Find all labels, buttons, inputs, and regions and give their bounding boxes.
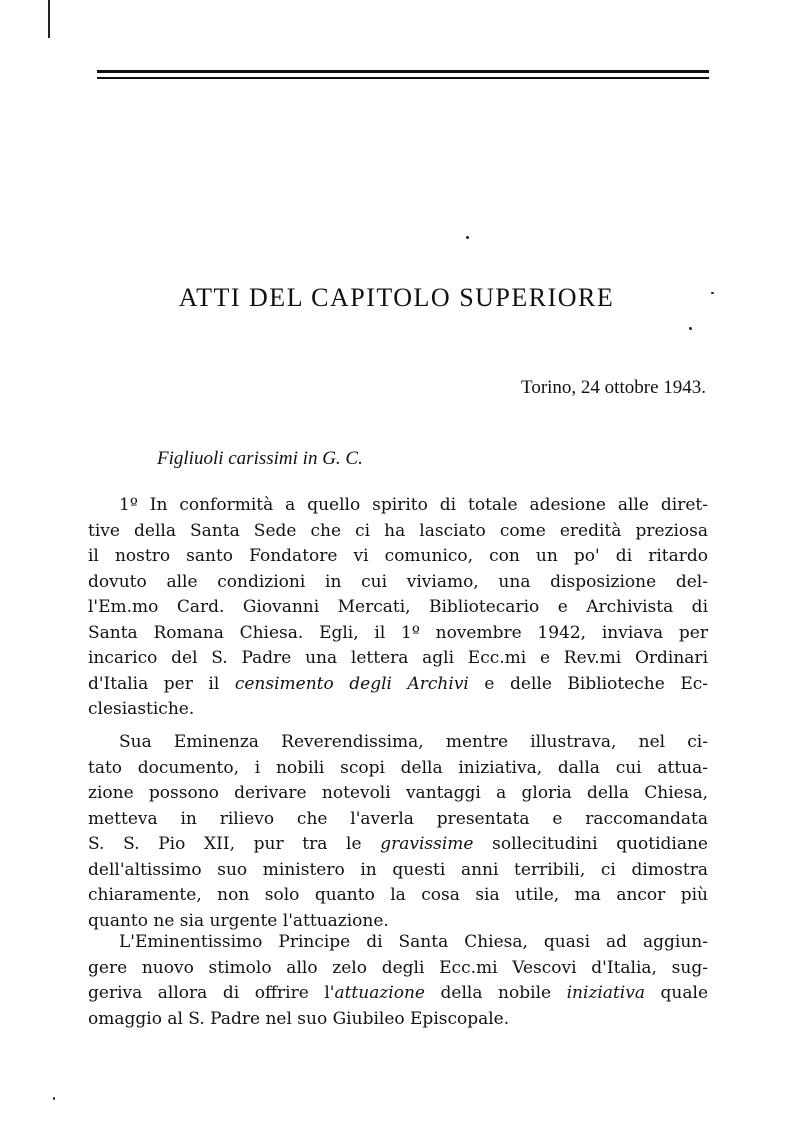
text-line bbox=[88, 883, 708, 909]
text-run: il nostro santo Fondatore vi comunico, con un po' di ritardo bbox=[88, 546, 708, 566]
text-line bbox=[88, 956, 708, 982]
scan-edge-mark bbox=[48, 0, 50, 38]
text-run: Sua Eminenza Reverendissima, mentre illustrava, nel ci- bbox=[119, 732, 708, 752]
paragraph-3 bbox=[88, 930, 708, 1032]
paragraph-1 bbox=[88, 493, 708, 723]
text-run: e delle Biblioteche Ec- bbox=[468, 673, 708, 694]
salutation: Figliuoli carissimi in G. C. bbox=[157, 448, 363, 469]
text-line bbox=[88, 1007, 708, 1033]
italic-text: attuazione bbox=[334, 983, 425, 1003]
text-line bbox=[88, 570, 708, 596]
text-run: S. S. Pio XII, pur tra le bbox=[88, 834, 381, 854]
text-line bbox=[88, 544, 708, 570]
text-run: l'Em.mo Card. Giovanni Mercati, Bibliotecario e Archivista di bbox=[88, 597, 708, 617]
text-run: quanto ne sia urgente l'attuazione. bbox=[88, 910, 389, 931]
scan-speck bbox=[53, 1097, 55, 1100]
text-run: dell'altissimo suo ministero in questi anni terribili, ci dimostra bbox=[88, 859, 708, 880]
text-line bbox=[88, 756, 708, 782]
text-line bbox=[88, 595, 708, 621]
italic-text: iniziativa bbox=[566, 983, 645, 1003]
text-run: zione possono derivare notevoli vantaggi a gloria della Chiesa, bbox=[88, 783, 708, 803]
text-run: gere nuovo stimolo allo zelo degli Ecc.mi Vescovi d'Italia, sug- bbox=[88, 957, 708, 978]
text-line bbox=[88, 981, 708, 1007]
text-line bbox=[88, 493, 708, 519]
text-run: dovuto alle condizioni in cui viviamo, una disposizione del- bbox=[88, 571, 708, 592]
text-run: clesiastiche. bbox=[88, 699, 195, 719]
text-run: incarico del S. Padre una lettera agli Ecc.mi e Rev.mi Ordinari bbox=[88, 648, 708, 668]
text-line bbox=[88, 930, 708, 956]
scan-speck bbox=[466, 236, 469, 239]
text-line bbox=[88, 621, 708, 647]
text-run: d'Italia per il bbox=[88, 673, 235, 694]
paragraph-2 bbox=[88, 730, 708, 934]
scan-speck bbox=[689, 327, 692, 330]
text-run: tato documento, i nobili scopi della iniziativa, dalla cui attua- bbox=[88, 757, 708, 778]
page-title: ATTI DEL CAPITOLO SUPERIORE bbox=[178, 283, 615, 312]
header-rule-top bbox=[97, 70, 709, 73]
italic-text: censimento degli Archivi bbox=[234, 673, 469, 694]
italic-text: gravissime bbox=[380, 834, 474, 854]
text-line bbox=[88, 858, 708, 884]
text-run: omaggio al S. Padre nel suo Giubileo Episcopale. bbox=[88, 1008, 510, 1029]
text-run: sollecitudini quotidiane bbox=[473, 834, 708, 854]
text-run: L'Eminentissimo Principe di Santa Chiesa, quasi ad aggiun- bbox=[119, 932, 708, 952]
text-run: quale bbox=[644, 983, 709, 1003]
text-line bbox=[88, 646, 708, 672]
text-line bbox=[88, 807, 708, 833]
text-run: geriva allora di offrire l' bbox=[88, 983, 335, 1003]
text-line bbox=[88, 697, 708, 723]
text-line bbox=[88, 832, 708, 858]
text-line bbox=[88, 781, 708, 807]
text-run: 1º In conformità a quello spirito di totale adesione alle diret- bbox=[119, 495, 708, 515]
text-run: chiaramente, non solo quanto la cosa sia utile, ma ancor più bbox=[88, 885, 708, 905]
text-line bbox=[88, 519, 708, 545]
text-line bbox=[88, 672, 708, 698]
text-run: della nobile bbox=[425, 983, 567, 1003]
dateline: Torino, 24 ottobre 1943. bbox=[521, 377, 706, 398]
text-run: tive della Santa Sede che ci ha lasciato come eredità preziosa bbox=[88, 520, 708, 541]
text-line bbox=[88, 730, 708, 756]
text-run: Santa Romana Chiesa. Egli, il 1º novembre 1942, inviava per bbox=[88, 622, 708, 643]
header-rule-bottom bbox=[97, 77, 709, 79]
text-run: metteva in rilievo che l'averla presentata e raccomandata bbox=[88, 808, 708, 829]
